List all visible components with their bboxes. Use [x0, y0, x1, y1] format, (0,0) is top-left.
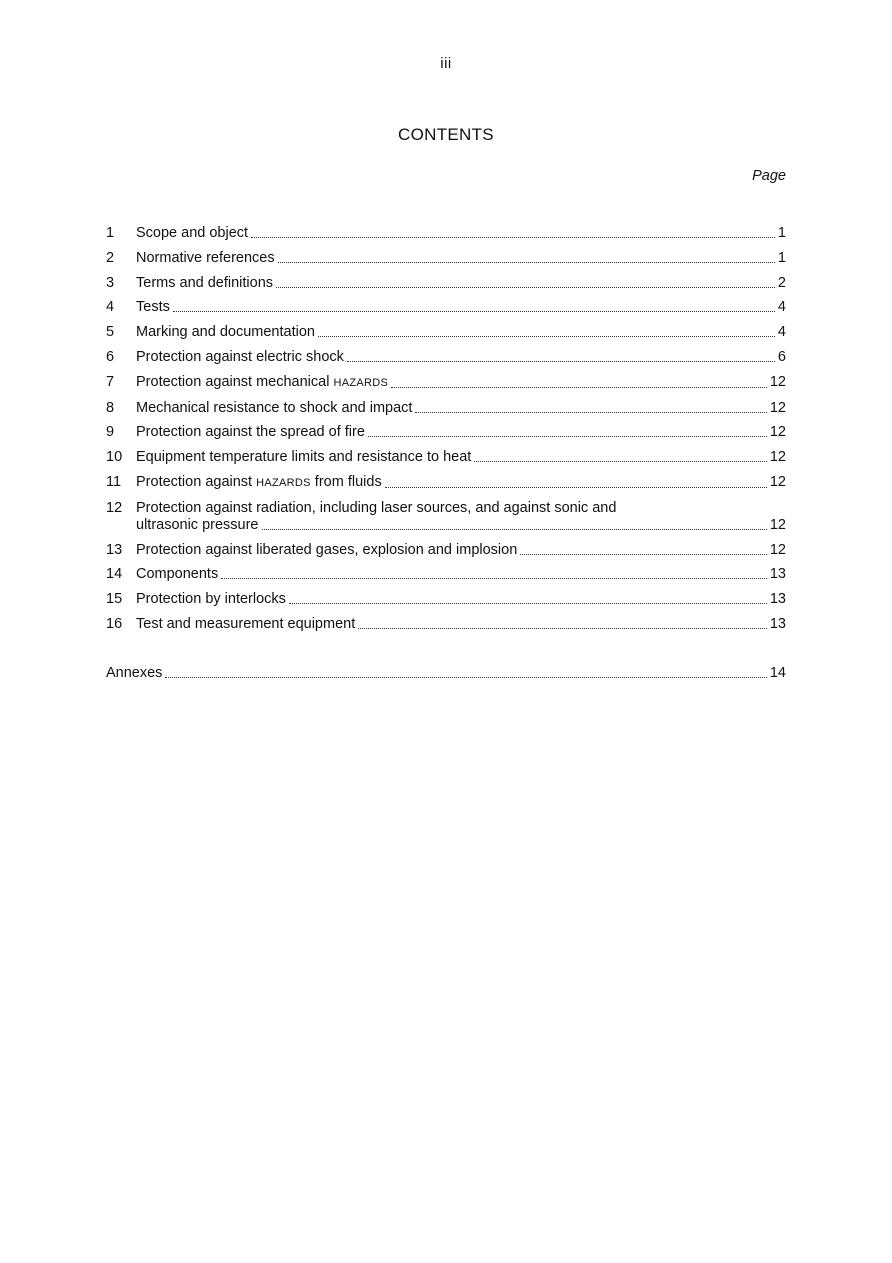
toc-entry-title	[136, 275, 273, 292]
dot-leader	[278, 262, 775, 263]
toc-entry-page: 4	[777, 299, 786, 316]
toc-entry-number: 15	[106, 591, 123, 608]
toc-entry-title-text: Protection against the spread of fire	[136, 424, 365, 441]
toc-entry[interactable]	[106, 542, 786, 559]
dot-leader	[251, 237, 775, 238]
page-number: iii	[440, 55, 452, 72]
dot-leader	[262, 529, 767, 530]
toc-entry-title-text: Protection against electric shock	[136, 348, 344, 365]
toc-entry[interactable]	[106, 324, 786, 341]
toc-entry[interactable]	[106, 400, 786, 417]
dot-leader	[173, 311, 775, 312]
toc-entry-page: 13	[769, 591, 786, 608]
toc-entry-page: 1	[777, 249, 786, 266]
dot-leader	[368, 436, 767, 437]
toc-entry-number: 7	[106, 373, 115, 390]
toc-entry[interactable]	[106, 566, 786, 583]
toc-entry[interactable]	[106, 474, 786, 492]
toc-entry-page: 13	[769, 615, 786, 632]
dot-leader	[385, 487, 767, 488]
toc-entry-page: 4	[777, 324, 786, 341]
toc-entry-title	[136, 616, 355, 633]
toc-entry-page: 6	[777, 348, 786, 365]
toc-entry-title	[136, 374, 388, 392]
toc-entry-number: 16	[106, 615, 123, 632]
toc-entry-title	[136, 566, 218, 583]
toc-entry-page: 13	[769, 566, 786, 583]
toc-entry-title-text: Protection against	[136, 473, 257, 490]
toc-entry-page: 12	[769, 424, 786, 441]
toc-entry-page: 12	[769, 373, 786, 390]
toc-entry-title	[136, 424, 365, 441]
toc-entry-page: 12	[769, 516, 786, 533]
toc-entry-number: 5	[106, 324, 115, 341]
toc-entry[interactable]	[106, 225, 786, 242]
toc-entry-title	[136, 299, 170, 316]
toc-entry[interactable]	[106, 500, 786, 534]
page-column-label: Page	[752, 168, 786, 184]
toc-entry-number: 12	[106, 499, 123, 516]
toc-entry-number: 3	[106, 274, 115, 291]
dot-leader	[520, 554, 767, 555]
toc-entry[interactable]	[106, 616, 786, 633]
toc-entry-page: 2	[777, 274, 786, 291]
toc-entry-title	[136, 400, 412, 417]
toc-entry-annexes[interactable]	[106, 665, 786, 682]
toc-entry-title-text: Test and measurement equipment	[136, 615, 356, 632]
toc-entry-number: 11	[106, 473, 122, 490]
toc-entry-title	[136, 349, 344, 366]
toc-entry-page: 12	[769, 473, 786, 490]
toc-entry-number: 2	[106, 249, 115, 266]
toc-entry-title	[136, 449, 471, 466]
toc-entry-title-text: ultrasonic pressure	[136, 516, 259, 533]
toc-entry-term-smallcaps: HAZARDS	[333, 376, 389, 389]
dot-leader	[318, 336, 775, 337]
toc-entry-number: 9	[106, 424, 115, 441]
toc-entry-number: 8	[106, 399, 115, 416]
toc-entry-title	[136, 250, 275, 267]
toc-entry-title	[136, 591, 286, 608]
toc-entry-title-text: Protection against mechanical	[136, 373, 334, 390]
dot-leader	[221, 578, 767, 579]
toc-entry[interactable]	[106, 591, 786, 608]
dot-leader	[276, 287, 775, 288]
toc-entry-title-text: Components	[136, 566, 219, 583]
toc-entry-title-text: Mechanical resistance to shock and impact	[136, 399, 413, 416]
toc-entry-page: 14	[769, 664, 786, 681]
toc-entry-title	[136, 225, 248, 242]
toc-entry-title	[136, 474, 382, 492]
toc-entry-title-text: Tests	[136, 299, 170, 316]
toc-entry-title	[136, 324, 315, 341]
toc-entry-number: 6	[106, 348, 115, 365]
toc-entry-title-text: Marking and documentation	[136, 324, 315, 341]
toc-entry[interactable]	[106, 299, 786, 316]
toc-entry-term-smallcaps: HAZARDS	[256, 476, 311, 489]
dot-leader	[415, 412, 766, 413]
toc-entry-title-text: Terms and definitions	[136, 274, 274, 291]
toc-entry[interactable]	[106, 374, 786, 392]
toc-entry-title	[136, 517, 259, 534]
toc-entry[interactable]	[106, 275, 786, 292]
table-of-contents	[106, 225, 786, 690]
dot-leader	[474, 461, 767, 462]
dot-leader	[391, 387, 767, 388]
toc-entry-title-line1: Protection against radiation, including laser sources, and against sonic and	[136, 499, 617, 516]
toc-entry-title: Annexes	[106, 664, 163, 681]
toc-entry-page: 1	[777, 225, 786, 241]
toc-entry[interactable]	[106, 349, 786, 366]
dot-leader	[165, 677, 766, 678]
toc-entry-page: 12	[769, 541, 786, 558]
toc-entry-number: 13	[106, 541, 123, 558]
dot-leader	[289, 603, 767, 604]
toc-entry-title-text: Normative references	[136, 249, 275, 266]
dot-leader	[347, 361, 775, 362]
toc-entry-title-text: Scope and object	[136, 225, 249, 241]
toc-entry-title-text: Protection against liberated gases, explosion and implosion	[136, 541, 518, 558]
toc-entry-title-text: Protection by interlocks	[136, 591, 286, 608]
toc-entry[interactable]	[106, 449, 786, 466]
toc-entry-title-text: from fluids	[310, 473, 382, 490]
toc-entry[interactable]	[106, 424, 786, 441]
contents-title: CONTENTS	[398, 125, 494, 144]
toc-entry[interactable]	[106, 250, 786, 267]
toc-entry-number: 1	[106, 225, 115, 241]
toc-entry-page: 12	[769, 449, 786, 466]
dot-leader	[358, 628, 767, 629]
toc-entry-title-text: Equipment temperature limits and resistance to heat	[136, 449, 472, 466]
toc-entry-page: 12	[769, 399, 786, 416]
toc-entry-number: 10	[106, 449, 123, 466]
toc-entry-title	[136, 542, 517, 559]
toc-entry-number: 4	[106, 299, 115, 316]
toc-entry-number: 14	[106, 566, 123, 583]
